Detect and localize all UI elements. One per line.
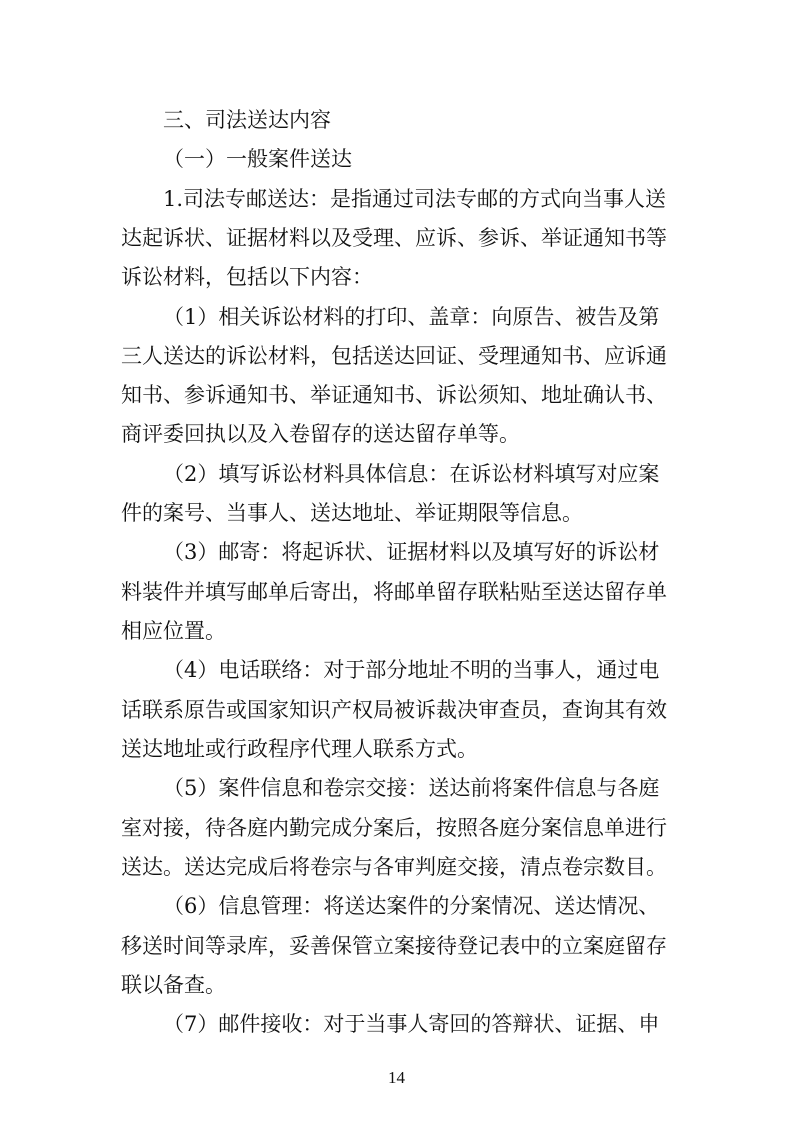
paragraph-line: （7）邮件接收：对于当事人寄回的答辩状、证据、申 [163, 1012, 660, 1036]
paragraph-line: （2）填写诉讼材料具体信息：在诉讼材料填写对应案 [163, 462, 660, 486]
paragraph-line: 1.司法专邮送达：是指通过司法专邮的方式向当事人送 [163, 187, 667, 211]
subsection-heading: （一）一般案件送达 [163, 147, 352, 171]
paragraph-line: （4）电话联络：对于部分地址不明的当事人，通过电 [163, 658, 660, 682]
paragraph-line: 料装件并填写邮单后寄出，将邮单留存联粘贴至送达留存单 [121, 580, 667, 604]
page-number: 14 [388, 1068, 405, 1087]
paragraph-line: （5）案件信息和卷宗交接：送达前将案件信息与各庭 [163, 776, 660, 800]
paragraph-line: （3）邮寄：将起诉状、证据材料以及填写好的诉讼材 [163, 540, 660, 564]
paragraph-line: 知书、参诉通知书、举证通知书、诉讼须知、地址确认书、 [121, 383, 667, 407]
paragraph-line: （1）相关诉讼材料的打印、盖章：向原告、被告及第 [163, 305, 660, 329]
paragraph-line: 商评委回执以及入卷留存的送达留存单等。 [121, 422, 520, 446]
paragraph-line: （6）信息管理：将送达案件的分案情况、送达情况、 [163, 894, 660, 918]
paragraph-line: 室对接，待各庭内勤完成分案后，按照各庭分案信息单进行 [121, 816, 667, 840]
paragraph-line: 移送时间等录库，妥善保管立案接待登记表中的立案庭留存 [121, 934, 667, 958]
paragraph-line: 送达地址或行政程序代理人联系方式。 [121, 737, 478, 761]
paragraph-line: 达起诉状、证据材料以及受理、应诉、参诉、举证通知书等 [121, 226, 667, 250]
paragraph-line: 诉讼材料，包括以下内容： [121, 265, 373, 289]
paragraph-line: 联以备查。 [121, 973, 226, 997]
paragraph-line: 相应位置。 [121, 619, 226, 643]
paragraph-line: 件的案号、当事人、送达地址、举证期限等信息。 [121, 501, 583, 525]
section-heading: 三、司法送达内容 [163, 108, 331, 132]
paragraph-line: 话联系原告或国家知识产权局被诉裁决审查员，查询其有效 [121, 698, 667, 722]
paragraph-line: 三人送达的诉讼材料，包括送达回证、受理通知书、应诉通 [121, 344, 667, 368]
paragraph-line: 送达。送达完成后将卷宗与各审判庭交接，清点卷宗数目。 [121, 855, 667, 879]
